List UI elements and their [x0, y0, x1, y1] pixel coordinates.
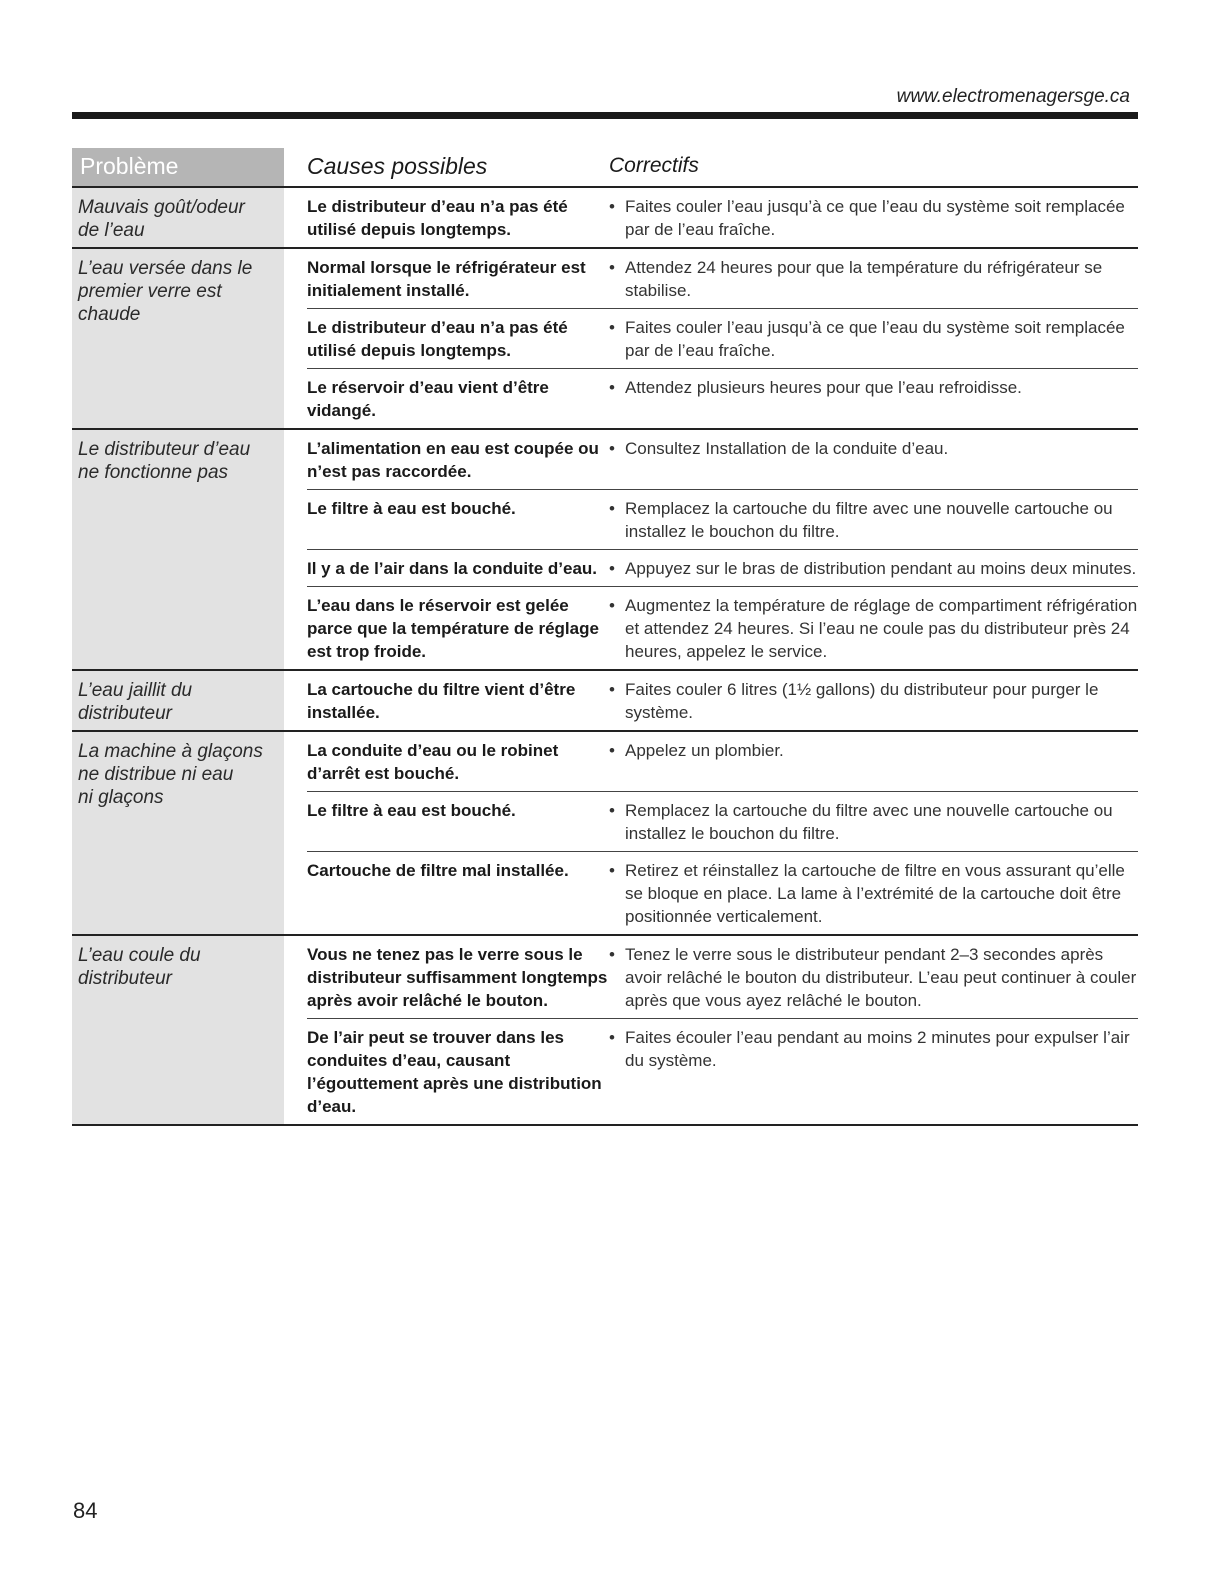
- cause-rows: [307, 732, 1138, 934]
- cause-text: Le distributeur d’eau n’a pas été utilisé depuis longtemps.: [307, 318, 568, 360]
- fix-item: [609, 943, 1138, 1012]
- cause-text: Le filtre à eau est bouché.: [307, 801, 516, 820]
- problem-label: Le distributeur d’eau ne fonctionne pas: [72, 430, 284, 669]
- fix-list: [609, 249, 1138, 308]
- fix-item: [609, 376, 1138, 399]
- fix-list: [609, 490, 1138, 549]
- problem-label: La machine à glaçons ne distribue ni eau ni glaçons: [72, 732, 284, 934]
- problem-label: L’eau versée dans le premier verre est chaude: [72, 249, 284, 428]
- fix-text: Remplacez la cartouche du filtre avec une nouvelle cartouche ou installez le bouchon du filtre.: [625, 499, 1113, 541]
- cause-text: Il y a de l’air dans la conduite d’eau.: [307, 559, 598, 578]
- bullet-icon: •: [609, 596, 615, 615]
- cause-rows: [307, 430, 1138, 669]
- cause-text: Le filtre à eau est bouché.: [307, 499, 516, 518]
- bullet-icon: •: [609, 197, 615, 216]
- table-row: [307, 851, 1138, 934]
- problem-group: [72, 249, 1138, 430]
- bullet-icon: •: [609, 945, 615, 964]
- table-row: [307, 430, 1138, 489]
- cause-text: Normal lorsque le réfrigérateur est initialement installé.: [307, 258, 586, 300]
- header-rule: [72, 112, 1138, 119]
- page-number: 84: [73, 1498, 98, 1523]
- bullet-icon: •: [609, 258, 615, 277]
- fix-text: Remplacez la cartouche du filtre avec une nouvelle cartouche ou installez le bouchon du filtre.: [625, 801, 1113, 843]
- column-header-fixes: Correctifs: [609, 154, 699, 177]
- fix-list: [609, 550, 1138, 586]
- table-row: [307, 671, 1138, 730]
- bullet-icon: •: [609, 499, 615, 518]
- fix-item: [609, 256, 1138, 302]
- bullet-icon: •: [609, 378, 615, 397]
- fix-list: [609, 188, 1138, 247]
- fix-list: [609, 936, 1138, 1018]
- fix-item: [609, 497, 1138, 543]
- bullet-icon: •: [609, 680, 615, 699]
- cause-rows: [307, 671, 1138, 730]
- website-url: www.electromenagersge.ca: [896, 86, 1130, 107]
- fix-text: Tenez le verre sous le distributeur pendant 2–3 secondes après avoir relâché le bouton du distributeur. L’eau peut continuer à couler après que vous ayez relâché le bouton.: [625, 945, 1137, 1010]
- fix-text: Consultez Installation de la conduite d’eau.: [625, 439, 949, 458]
- column-header-problem: Problème: [72, 148, 284, 186]
- table-row: [307, 791, 1138, 851]
- fix-text: Faites écouler l’eau pendant au moins 2 minutes pour expulser l’air du système.: [625, 1028, 1130, 1070]
- fix-text: Attendez plusieurs heures pour que l’eau refroidisse.: [625, 378, 1022, 397]
- fix-text: Faites couler l’eau jusqu’à ce que l’eau du système soit remplacée par de l’eau fraîche.: [625, 318, 1125, 360]
- fix-item: [609, 557, 1138, 580]
- problem-group: [72, 188, 1138, 249]
- fix-list: [609, 671, 1138, 730]
- fix-text: Augmentez la température de réglage de compartiment réfrigération et attendez 24 heures. Si l’eau ne coule pas du distributeur près 24 heures, appelez le service.: [625, 596, 1138, 661]
- fix-text: Faites couler 6 litres (1½ gallons) du distributeur pour purger le système.: [625, 680, 1099, 722]
- fix-list: [609, 430, 1138, 489]
- table-row: [307, 549, 1138, 586]
- table-row: [307, 586, 1138, 669]
- table-header: [72, 148, 1138, 188]
- cause-text: La cartouche du filtre vient d’être installée.: [307, 680, 576, 722]
- table-row: [307, 1018, 1138, 1124]
- table-row: [307, 732, 1138, 791]
- fix-text: Attendez 24 heures pour que la température du réfrigérateur se stabilise.: [625, 258, 1103, 300]
- bullet-icon: •: [609, 1028, 615, 1047]
- problem-groups: [72, 188, 1138, 1126]
- bullet-icon: •: [609, 801, 615, 820]
- table-row: [307, 308, 1138, 368]
- table-row: [307, 188, 1138, 247]
- cause-text: L’alimentation en eau est coupée ou n’est pas raccordée.: [307, 439, 599, 481]
- cause-text: Le réservoir d’eau vient d’être vidangé.: [307, 378, 549, 420]
- bullet-icon: •: [609, 318, 615, 337]
- fix-list: [609, 792, 1138, 851]
- fix-list: [609, 587, 1138, 669]
- bullet-icon: •: [609, 559, 615, 578]
- problem-group: [72, 671, 1138, 732]
- cause-text: Le distributeur d’eau n’a pas été utilisé depuis longtemps.: [307, 197, 568, 239]
- problem-group: [72, 430, 1138, 671]
- cause-text: Cartouche de filtre mal installée.: [307, 861, 569, 880]
- fix-item: [609, 859, 1138, 928]
- problem-group: [72, 732, 1138, 936]
- table-row: [307, 936, 1138, 1018]
- cause-rows: [307, 936, 1138, 1124]
- problem-label: L’eau coule du distributeur: [72, 936, 284, 1124]
- table-row: [307, 368, 1138, 428]
- fix-item: [609, 799, 1138, 845]
- problem-group: [72, 936, 1138, 1126]
- fix-list: [609, 1019, 1138, 1124]
- troubleshooting-table: [72, 148, 1138, 1126]
- fix-list: [609, 852, 1138, 934]
- problem-label: Mauvais goût/odeur de l’eau: [72, 188, 284, 247]
- cause-text: De l’air peut se trouver dans les conduites d’eau, causant l’égouttement après une distribution d’eau.: [307, 1028, 602, 1116]
- bullet-icon: •: [609, 741, 615, 760]
- fix-item: [609, 594, 1138, 663]
- column-header-causes: Causes possibles: [307, 153, 488, 179]
- table-row: [307, 249, 1138, 308]
- fix-item: [609, 195, 1138, 241]
- fix-list: [609, 369, 1138, 428]
- fix-text: Appelez un plombier.: [625, 741, 784, 760]
- cause-rows: [307, 188, 1138, 247]
- fix-item: [609, 678, 1138, 724]
- table-row: [307, 489, 1138, 549]
- fix-item: [609, 437, 1138, 460]
- fix-text: Faites couler l’eau jusqu’à ce que l’eau du système soit remplacée par de l’eau fraîche.: [625, 197, 1125, 239]
- cause-text: Vous ne tenez pas le verre sous le distributeur suffisamment longtemps après avoir relâché le bouton.: [307, 945, 608, 1010]
- fix-list: [609, 732, 1138, 791]
- cause-text: L’eau dans le réservoir est gelée parce que la température de réglage est trop froide.: [307, 596, 599, 661]
- bullet-icon: •: [609, 439, 615, 458]
- cause-text: La conduite d’eau ou le robinet d’arrêt est bouché.: [307, 741, 559, 783]
- fix-text: Appuyez sur le bras de distribution pendant au moins deux minutes.: [625, 559, 1137, 578]
- fix-item: [609, 1026, 1138, 1072]
- fix-item: [609, 739, 1138, 762]
- cause-rows: [307, 249, 1138, 428]
- fix-item: [609, 316, 1138, 362]
- fix-list: [609, 309, 1138, 368]
- problem-label: L’eau jaillit du distributeur: [72, 671, 284, 730]
- fix-text: Retirez et réinstallez la cartouche de filtre en vous assurant qu’elle se bloque en place. La lame à l’extrémité de la cartouche doit être positionnée verticalement.: [625, 861, 1125, 926]
- bullet-icon: •: [609, 861, 615, 880]
